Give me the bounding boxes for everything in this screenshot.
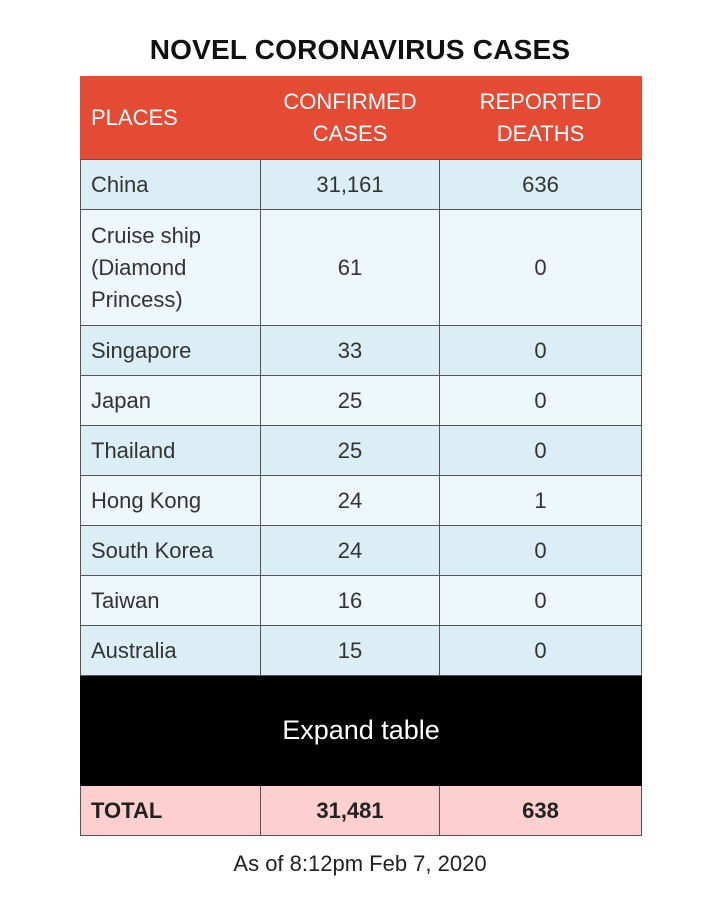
table-row	[81, 576, 642, 626]
total-label: TOTAL	[81, 786, 261, 836]
total-deaths: 638	[440, 786, 642, 836]
cell-confirmed: 16	[261, 576, 440, 626]
table-row	[81, 526, 642, 576]
header-places	[81, 77, 261, 160]
cell-deaths: 0	[440, 376, 642, 426]
cell-place: South Korea	[81, 526, 261, 576]
header-confirmed-label: CONFIRMED CASES	[283, 89, 417, 146]
cell-confirmed: 25	[261, 376, 440, 426]
cell-confirmed: 31,161	[261, 160, 440, 210]
cell-deaths: 636	[440, 160, 642, 210]
table-row	[81, 426, 642, 476]
cell-deaths: 0	[440, 576, 642, 626]
cell-place: Hong Kong	[81, 476, 261, 526]
cell-place: Cruise ship (Diamond Princess)	[81, 210, 261, 326]
cell-confirmed: 24	[261, 476, 440, 526]
page-title: NOVEL CORONAVIRUS CASES	[149, 34, 571, 65]
total-row	[81, 786, 642, 836]
as-of-timestamp: As of 8:12pm Feb 7, 2020	[233, 851, 487, 876]
table-row	[81, 476, 642, 526]
cell-deaths: 0	[440, 210, 642, 326]
cell-confirmed: 24	[261, 526, 440, 576]
table-header-row	[81, 77, 642, 160]
cell-place: Thailand	[81, 426, 261, 476]
table-row	[81, 210, 642, 326]
total-confirmed: 31,481	[261, 786, 440, 836]
cell-deaths: 0	[440, 326, 642, 376]
header-confirmed-cases	[261, 77, 440, 160]
cell-deaths: 0	[440, 426, 642, 476]
expand-table-row	[81, 676, 642, 786]
cell-confirmed: 15	[261, 626, 440, 676]
expand-table-button[interactable]: Expand table	[81, 676, 642, 786]
table-row	[81, 376, 642, 426]
cell-confirmed: 25	[261, 426, 440, 476]
cell-deaths: 0	[440, 626, 642, 676]
cell-deaths: 0	[440, 526, 642, 576]
cell-confirmed: 33	[261, 326, 440, 376]
cell-place: Australia	[81, 626, 261, 676]
cell-place: China	[81, 160, 261, 210]
cell-place: Japan	[81, 376, 261, 426]
cell-place: Taiwan	[81, 576, 261, 626]
header-reported-deaths	[440, 77, 642, 160]
cell-deaths: 1	[440, 476, 642, 526]
cases-table	[80, 76, 642, 836]
table-row	[81, 326, 642, 376]
cell-confirmed: 61	[261, 210, 440, 326]
table-row	[81, 160, 642, 210]
table-row	[81, 626, 642, 676]
cases-table-container	[80, 76, 641, 836]
cell-place: Singapore	[81, 326, 261, 376]
header-deaths-label: REPORTED DEATHS	[479, 89, 602, 146]
header-places-label: PLACES	[91, 105, 178, 130]
